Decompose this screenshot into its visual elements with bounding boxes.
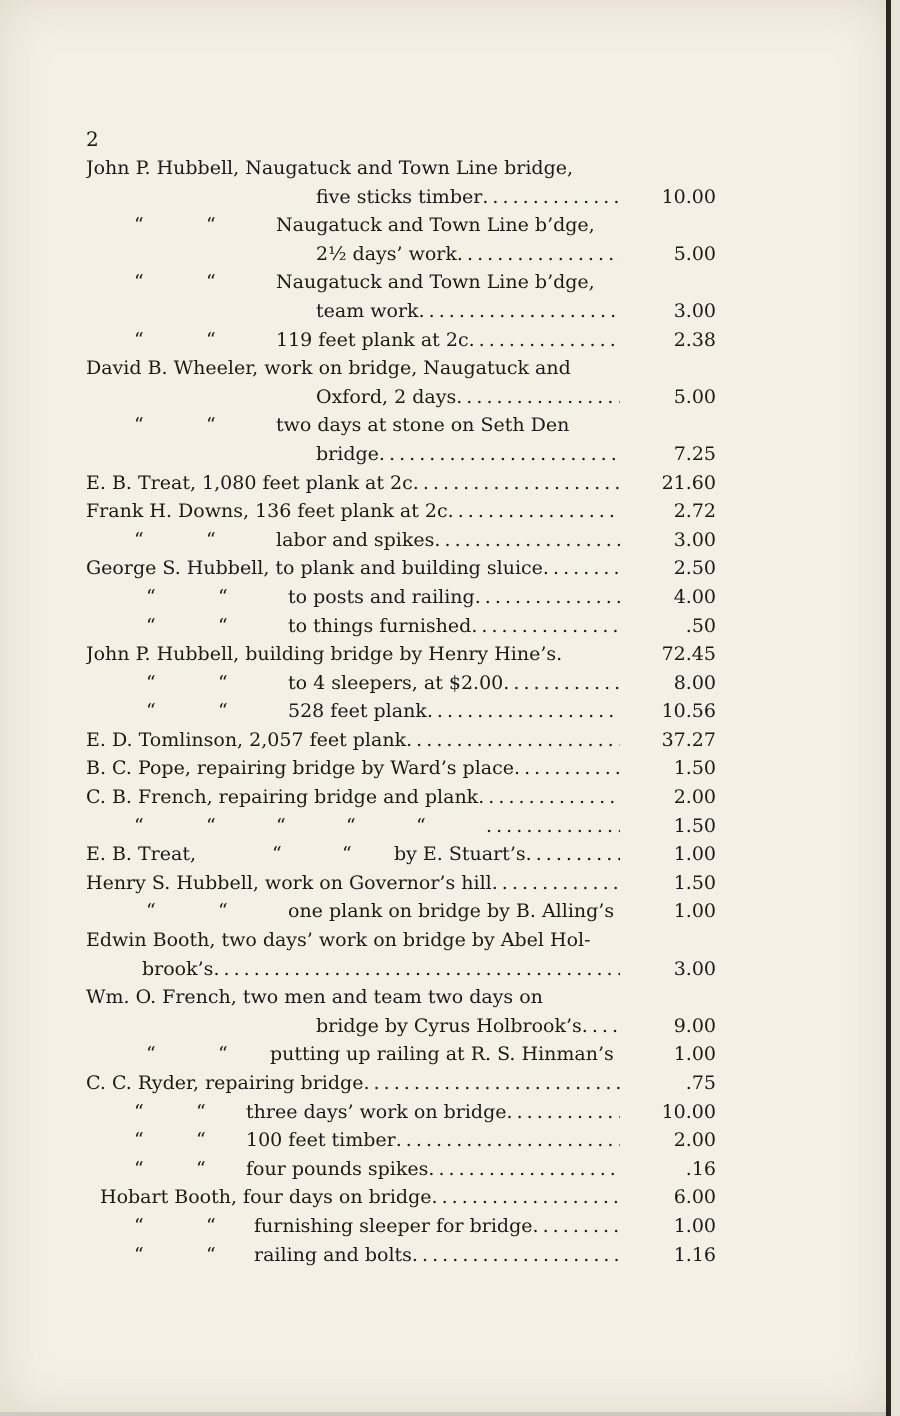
ledger-entry: [86, 612, 730, 641]
ditto-mark: “: [206, 328, 216, 351]
ledger-entry: [86, 154, 730, 211]
ditto-mark: “: [134, 1100, 144, 1123]
entry-amount: 1.50: [673, 871, 716, 894]
entry-amount: 4.00: [673, 585, 716, 608]
ledger-entry: [86, 554, 730, 583]
entry-line: three days’ work on bridge: [246, 1100, 507, 1123]
entry-line: five sticks timber: [316, 185, 483, 208]
ledger-entry: [86, 1126, 730, 1155]
ditto-mark: “: [134, 328, 144, 351]
entry-line: 119 feet plank at 2c: [276, 328, 469, 351]
entry-amount: 1.16: [673, 1243, 716, 1266]
entry-line: two days at stone on Seth Den: [276, 414, 570, 437]
entry-line: railing and bolts: [254, 1243, 412, 1266]
entry-amount: 9.00: [673, 1014, 716, 1037]
entry-amount: 2.50: [673, 557, 716, 580]
ledger-entry: [86, 583, 730, 612]
ditto-mark: “: [134, 1157, 144, 1180]
entry-amount: 5.00: [673, 242, 716, 265]
entry-line: C. B. French, repairing bridge and plank: [86, 786, 479, 809]
leader-dots: [482, 183, 620, 212]
ledger-entry: [86, 697, 730, 726]
leader-dots: [543, 554, 620, 583]
ditto-mark: “: [196, 1100, 206, 1123]
ledger-entry: [86, 640, 730, 669]
ditto-mark: “: [134, 1243, 144, 1266]
leader-dots: [492, 869, 620, 898]
leader-dots: [469, 326, 620, 355]
ledger-entry: [86, 354, 730, 411]
entry-amount: 10.00: [661, 185, 716, 208]
leader-dots: [412, 1241, 620, 1270]
entry-line: E. B. Treat,: [86, 843, 196, 866]
leader-dots: [503, 669, 620, 698]
entry-amount: 2.72: [673, 500, 716, 523]
entry-line: Frank H. Downs, 136 feet plank at 2c: [86, 500, 448, 523]
entry-amount: 7.25: [673, 442, 716, 465]
ledger-entry: [86, 1183, 730, 1212]
ditto-mark: “: [206, 814, 216, 837]
ledger-entry: [86, 726, 730, 755]
entry-line: labor and spikes: [276, 528, 435, 551]
ledger-entry: [86, 1155, 730, 1184]
leader-dots: [457, 240, 620, 269]
entry-amount: 2.00: [673, 786, 716, 809]
leader-dots: [428, 1155, 620, 1184]
ditto-mark: “: [134, 214, 144, 237]
entry-line: George S. Hubbell, to plank and building sluice: [86, 557, 543, 580]
entry-line: David B. Wheeler, work on bridge, Naugatuck and: [86, 357, 571, 380]
leader-dots: [475, 583, 620, 612]
page-edge: [891, 0, 900, 1416]
ledger-entry: [86, 497, 730, 526]
entry-amount: 37.27: [661, 728, 716, 751]
ledger-entry: [86, 840, 730, 869]
ditto-mark: “: [134, 1214, 144, 1237]
entry-amount: .75: [685, 1072, 716, 1094]
entry-line: E. D. Tomlinson, 2,057 feet plank: [86, 728, 407, 751]
ditto-mark: “: [346, 814, 356, 837]
entry-line: Edwin Booth, two days’ work on bridge by Abel Hol-: [86, 929, 591, 952]
ledger-entry: [86, 1069, 730, 1098]
ditto-mark: “: [206, 214, 216, 237]
ditto-mark: “: [134, 271, 144, 294]
entry-line: putting up railing at R. S. Hinman’s: [270, 1043, 614, 1066]
entry-line: 100 feet timber: [246, 1129, 396, 1152]
ledger-entry: [86, 983, 730, 1040]
ledger-entry: [86, 869, 730, 898]
leader-dots: [413, 469, 620, 498]
ledger-entry: [86, 1212, 730, 1241]
leader-dots: [434, 526, 620, 555]
entry-line: bridge by Cyrus Holbrook’s: [316, 1014, 582, 1037]
entry-line: 2½ days’ work: [316, 242, 457, 265]
ditto-mark: “: [206, 271, 216, 294]
ditto-mark: “: [196, 1129, 206, 1152]
ditto-mark: “: [146, 1043, 156, 1066]
ledger-entry: [86, 526, 730, 555]
entry-amount: .16: [685, 1157, 716, 1180]
leader-dots: [419, 297, 620, 326]
entry-line: John P. Hubbell, Naugatuck and Town Line bridge,: [86, 157, 574, 179]
ditto-mark: “: [134, 528, 144, 551]
entry-amount: 10.00: [661, 1100, 716, 1123]
ditto-mark: “: [342, 843, 352, 866]
leader-dots: [379, 440, 620, 469]
entry-amount: 10.56: [661, 700, 716, 723]
ditto-mark: “: [416, 814, 426, 837]
entry-line: to posts and railing: [288, 585, 475, 608]
entry-line: bridge: [316, 442, 379, 465]
leader-dots: [448, 497, 620, 526]
ditto-mark: “: [218, 585, 228, 608]
entry-line: to things furnished: [288, 614, 472, 637]
ledger-entry: [86, 211, 730, 268]
entry-amount: 1.00: [673, 900, 716, 923]
ditto-mark: “: [218, 671, 228, 694]
leader-dots: [478, 783, 620, 812]
entry-amount: 21.60: [661, 471, 716, 494]
entry-amount: .50: [685, 614, 716, 637]
ditto-mark: “: [134, 1129, 144, 1152]
entry-amount: 2.00: [673, 1129, 716, 1152]
entry-amount: 8.00: [673, 671, 716, 694]
leader-dots: [406, 726, 620, 755]
leader-dots: [363, 1069, 620, 1098]
leader-dots: [213, 955, 620, 984]
leader-dots: [514, 754, 620, 783]
leader-dots: [506, 1098, 620, 1127]
entry-line: furnishing sleeper for bridge: [254, 1214, 533, 1237]
entry-line: Henry S. Hubbell, work on Governor’s hill: [86, 871, 492, 894]
ledger-entry: [86, 268, 730, 325]
ledger: [86, 124, 730, 1269]
ditto-mark: “: [146, 671, 156, 694]
entry-amount: 1.00: [673, 1043, 716, 1066]
entry-line: four pounds spikes: [246, 1157, 429, 1180]
ditto-mark: “: [272, 843, 282, 866]
ditto-mark: “: [206, 1243, 216, 1266]
leader-dots: [432, 1183, 621, 1212]
ledger-entry: [86, 1241, 730, 1270]
ditto-mark: “: [276, 814, 286, 837]
leader-dots: [427, 697, 620, 726]
leader-dots: [456, 383, 620, 412]
ledger-entry: [86, 669, 730, 698]
entry-line: E. B. Treat, 1,080 feet plank at 2c: [86, 471, 413, 494]
ditto-mark: “: [218, 900, 228, 923]
entry-line: C. C. Ryder, repairing bridge: [86, 1072, 364, 1094]
entry-line: one plank on bridge by B. Alling’s: [288, 900, 615, 923]
leader-dots: [526, 840, 620, 869]
entry-amount: 72.45: [661, 643, 716, 666]
entry-amount: 1.50: [673, 814, 716, 837]
ditto-mark: “: [218, 700, 228, 723]
ditto-mark: “: [218, 614, 228, 637]
entry-amount: 1.00: [673, 843, 716, 866]
ditto-mark: “: [206, 1214, 216, 1237]
ledger-entry: [86, 812, 730, 841]
leader-dots: [396, 1126, 620, 1155]
ledger-entry: [86, 754, 730, 783]
leader-dots: [533, 1212, 621, 1241]
ledger-entry: [86, 897, 730, 926]
ditto-mark: “: [206, 528, 216, 551]
ledger-entry: [86, 1040, 730, 1069]
entry-line: B. C. Pope, repairing bridge by Ward’s place: [86, 757, 515, 780]
entry-line: Naugatuck and Town Line b’dge,: [276, 214, 595, 237]
entry-line: Naugatuck and Town Line b’dge,: [276, 271, 595, 294]
ditto-mark: “: [146, 614, 156, 637]
entry-amount: 1.50: [673, 757, 716, 780]
ledger-entry: [86, 926, 730, 983]
ditto-mark: “: [146, 900, 156, 923]
entry-amount: 5.00: [673, 385, 716, 408]
entry-amount: 2.38: [673, 328, 716, 351]
ditto-mark: “: [146, 585, 156, 608]
ditto-mark: “: [206, 414, 216, 437]
leader-dots: [486, 812, 620, 841]
entry-line: Wm. O. French, two men and team two days on: [86, 986, 543, 1009]
ledger-entry: [86, 326, 730, 355]
ledger-entry: [86, 411, 730, 468]
ledger-entry: [86, 469, 730, 498]
entry-amount: 3.00: [673, 528, 716, 551]
entry-line: team work: [316, 299, 419, 322]
entry-line: by E. Stuart’s: [394, 843, 526, 866]
leader-dots: [471, 612, 620, 641]
entry-line: Hobart Booth, four days on bridge: [100, 1186, 432, 1209]
ledger-entry: [86, 783, 730, 812]
entry-amount: 3.00: [673, 299, 716, 322]
ditto-mark: “: [196, 1157, 206, 1180]
entry-amount: 1.00: [673, 1214, 716, 1237]
leader-dots: [582, 1012, 620, 1041]
entry-amount: 6.00: [673, 1186, 716, 1209]
ledger-entry: [86, 1098, 730, 1127]
entry-line: brook’s: [142, 957, 214, 980]
entry-line: to 4 sleepers, at $2.00: [288, 671, 504, 694]
entry-line: Oxford, 2 days: [316, 385, 457, 408]
entry-amount: 3.00: [673, 957, 716, 980]
entry-line: John P. Hubbell, building bridge by Henry Hine’s.: [86, 643, 563, 666]
page-number: 2: [86, 127, 99, 151]
ditto-mark: “: [218, 1043, 228, 1066]
entry-line: 528 feet plank: [288, 700, 427, 723]
ditto-mark: “: [134, 814, 144, 837]
ditto-mark: “: [134, 414, 144, 437]
ditto-mark: “: [146, 700, 156, 723]
